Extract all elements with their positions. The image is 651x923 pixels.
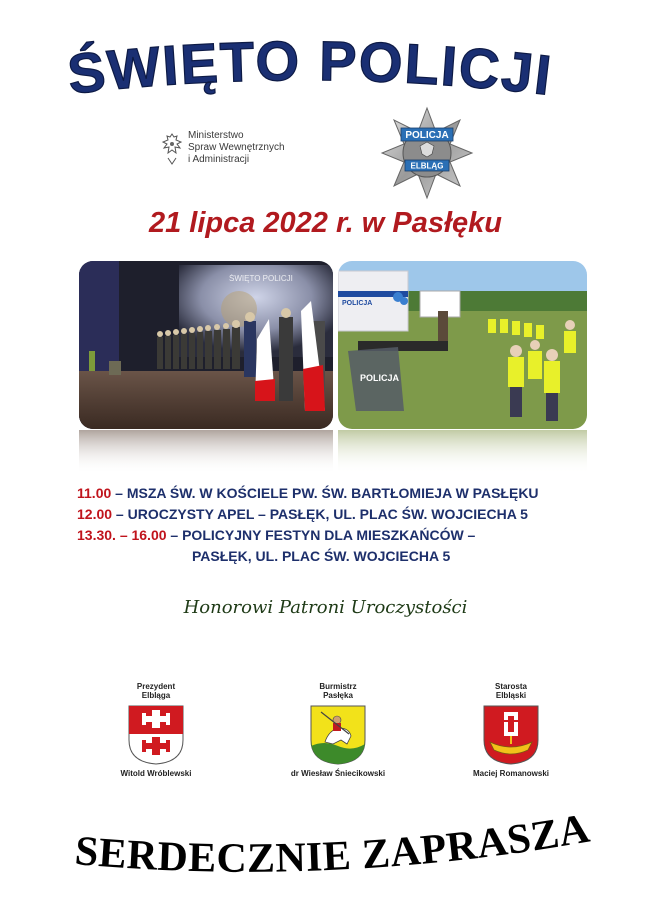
photo-reflection-art: [79, 430, 587, 474]
ministry-name: [188, 130, 285, 166]
patron-name: dr Wiesław Śniecikowski: [290, 769, 386, 778]
riot-shield-text: POLICJA: [360, 373, 400, 383]
elblag-county-coat-of-arms-icon: [482, 704, 540, 766]
stage-screen-text: ŚWIĘTO POLICJI: [229, 274, 293, 283]
schedule-time: 11.00: [77, 485, 112, 501]
ministry-line-2: Spraw Wewnętrznych: [188, 142, 285, 153]
elblag-coat-of-arms-icon: [127, 704, 185, 766]
svg-text:SERDECZNIE ZAPRASZAMY: [60, 816, 593, 882]
police-star-icon: [380, 106, 474, 200]
eagle-icon: [158, 130, 186, 170]
title-text: ŚWIĘTO POLICJI: [64, 29, 557, 108]
patron-elblag: [101, 682, 211, 778]
photo-reflection: [79, 430, 587, 474]
ministry-line-1: Ministerstwo: [188, 130, 244, 141]
ministry-line-3: i Administracji: [188, 154, 250, 165]
invitation-art: [60, 816, 620, 896]
patron-paslek: [283, 682, 393, 778]
schedule-text: PASŁĘK, UL. PLAC ŚW. WOJCIECHA 5: [192, 548, 451, 564]
schedule-row: [77, 483, 597, 504]
badge-top-text: POLICJA: [405, 130, 449, 141]
schedule-text: – MSZA ŚW. W KOŚCIELE PW. ŚW. BARTŁOMIEJA W PASŁĘKU: [111, 485, 539, 501]
patron-elblag-county: [456, 682, 566, 778]
ceremony-photo-image: [79, 261, 333, 429]
festival-photo-image: [338, 261, 587, 429]
police-car-text: POLICJA: [342, 300, 373, 307]
schedule-time: 12.00: [77, 506, 113, 522]
patrons-heading: Honorowi Patroni Uroczystości: [183, 597, 468, 618]
patron-role-line-1: Burmistrz: [319, 682, 357, 691]
invitation-footer: [60, 816, 620, 896]
badge-bottom-text: ELBLĄG: [410, 161, 444, 171]
schedule-time: 13.30. – 16.00: [77, 527, 167, 543]
invitation-text: SERDECZNIE ZAPRASZA: [73, 816, 594, 882]
svg-text:ŚWIĘTO POLICJI: [64, 29, 556, 107]
schedule-row: [77, 525, 597, 546]
schedule-text: – POLICYJNY FESTYN DLA MIESZKAŃCÓW –: [166, 527, 476, 543]
schedule-row: [77, 546, 597, 567]
police-badge: [380, 106, 474, 200]
poster-title-art: [0, 22, 651, 112]
schedule-row: [77, 504, 597, 525]
patron-role-line-2: Pasłęka: [323, 691, 353, 700]
patron-role-line-1: Prezydent: [136, 682, 176, 691]
paslek-coat-of-arms-icon: [309, 704, 367, 766]
ministry-logo: [158, 130, 308, 172]
patron-name: Witold Wróblewski: [120, 769, 192, 778]
festival-photo: [338, 261, 587, 429]
patron-role-line-1: Starosta: [494, 682, 527, 691]
event-date-place: 21 lipca 2022 r. w Pasłęku: [148, 207, 503, 239]
patron-role-line-2: Elbląski: [495, 691, 527, 700]
poster-title: [0, 22, 651, 112]
patron-role-line-2: Elbląga: [141, 691, 171, 700]
patron-name: Maciej Romanowski: [472, 769, 550, 778]
event-schedule: [77, 483, 597, 567]
schedule-text: – UROCZYSTY APEL – PASŁĘK, UL. PLAC ŚW. WOJCIECHA 5: [112, 506, 528, 522]
ceremony-photo: [79, 261, 333, 429]
